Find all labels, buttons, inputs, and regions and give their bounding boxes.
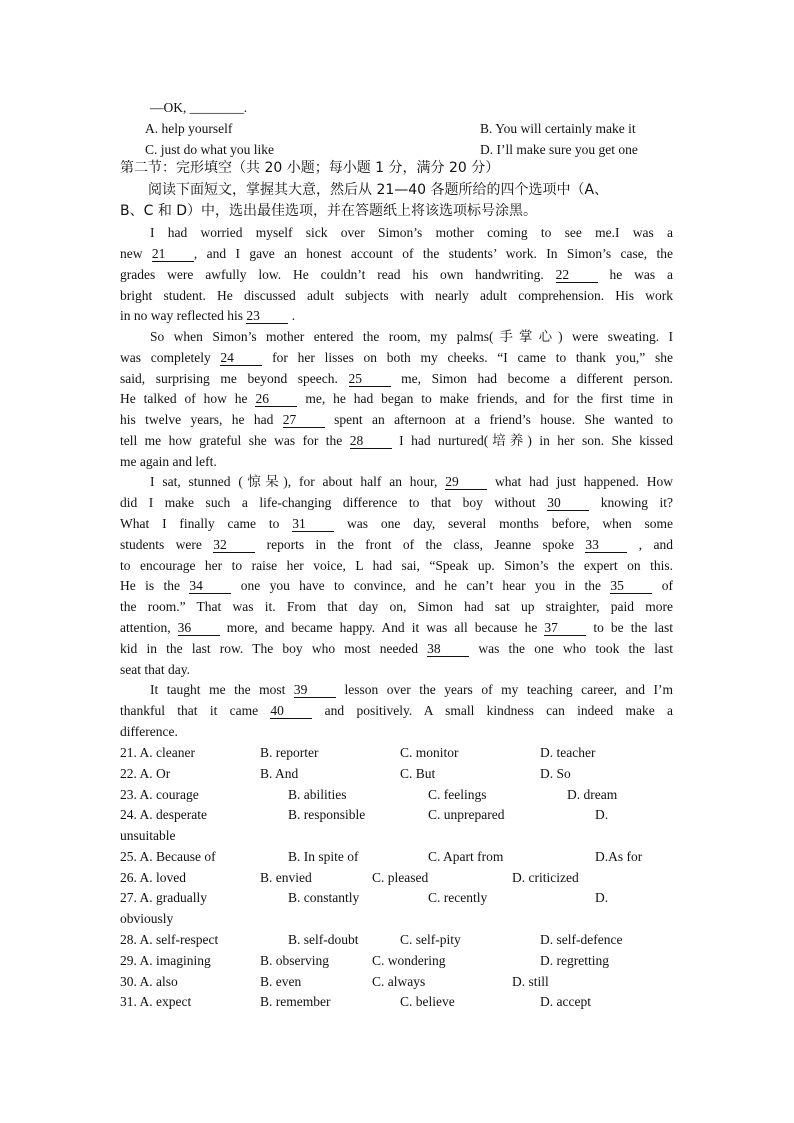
answer-blank-39: 39 <box>294 682 336 698</box>
option-row-31-b: B. remember <box>260 994 331 1009</box>
option-row-22-d: D. So <box>540 766 571 781</box>
option-row-23-c: C. feelings <box>428 787 487 802</box>
answer-blank-33: 33 <box>585 537 627 553</box>
answer-blank-25: 25 <box>349 371 391 387</box>
option-row-28-c: C. self-pity <box>400 932 461 947</box>
passage-line: So when Simon’s mother entered the room, my palms(手掌心) were sweating. I <box>150 329 673 344</box>
passage-line: bright student. He discussed adult subjects with nearly adult comprehension. His work <box>120 288 673 303</box>
section-instruction-1: 阅读下面短文，掌握其大意，然后从 21—40 各题所给的四个选项中（A、 <box>148 182 609 198</box>
option-row-22-c: C. But <box>400 766 436 781</box>
option-row-26-d: D. criticized <box>512 870 579 885</box>
option-row-26-a: 26. A. loved <box>120 870 186 885</box>
option-row-21-a: 21. A. cleaner <box>120 745 195 760</box>
option-row-25-a: 25. A. Because of <box>120 849 216 864</box>
option-row-27-d: D. <box>595 890 609 905</box>
option-row-28-b: B. self-doubt <box>288 932 359 947</box>
passage-line: was completely 24 for her lisses on both my cheeks. “I came to thank you,” she <box>120 350 673 365</box>
option-row-24-b: B. responsible <box>288 807 366 822</box>
answer-blank-28: 28 <box>350 433 392 449</box>
q20-option-a: A. help yourself <box>145 121 233 136</box>
option-row-30-d: D. still <box>512 974 549 989</box>
passage-line: What I finally came to 31 was one day, several months before, when some <box>120 516 674 531</box>
option-row-31-d: D. accept <box>540 994 591 1009</box>
answer-blank-32: 32 <box>213 537 255 553</box>
answer-blank-38: 38 <box>427 641 469 657</box>
answer-blank-24: 24 <box>220 350 262 366</box>
answer-blank-29: 29 <box>445 474 487 490</box>
passage-line: attention, 36 more, and became happy. And it was all because he 37 to be the last <box>120 620 673 635</box>
answer-blank-34: 34 <box>189 578 231 594</box>
option-row-26-c: C. pleased <box>372 870 429 885</box>
option-row-26-b: B. envied <box>260 870 312 885</box>
passage-line: grades were awfully low. He couldn’t read his own handwriting. 22 he was a <box>120 267 673 282</box>
passage-line: It taught me the most 39 lesson over the years of my teaching career, and I’m <box>150 682 674 697</box>
section-title: 第二节：完形填空（共 20 小题；每小题 1 分，满分 20 分） <box>120 160 500 176</box>
option-row-29-a: 29. A. imagining <box>120 953 211 968</box>
option-row-29-c: C. wondering <box>372 953 446 968</box>
answer-blank-35: 35 <box>610 578 652 594</box>
answer-blank-37: 37 <box>544 620 586 636</box>
passage-line: I had worried myself sick over Simon’s mother coming to see me.I was a <box>150 225 673 240</box>
passage-line: I sat, stunned (惊呆), for about half an hour, 29 what had just happened. How <box>150 474 673 489</box>
option-row-29-b: B. observing <box>260 953 329 968</box>
answer-blank-27: 27 <box>283 412 325 428</box>
option-row-27-b: B. constantly <box>288 890 360 905</box>
passage-line: thankful that it came 40 and positively. A small kindness can indeed make a <box>120 703 673 718</box>
passage-line: He talked of how he 26 me, he had began to make friends, and for the first time in <box>120 391 673 406</box>
option-row-21-b: B. reporter <box>260 745 319 760</box>
section-instruction-2: B、C 和 D）中，选出最佳选项，并在答题纸上将该选项标号涂黑。 <box>120 203 538 219</box>
passage-line: said, surprising me beyond speech. 25 me, Simon had become a different person. <box>120 371 673 386</box>
option-row-27-a: 27. A. gradually <box>120 890 207 905</box>
option-row-29-d: D. regretting <box>540 953 609 968</box>
q20-option-c: C. just do what you like <box>145 142 274 157</box>
answer-blank-36: 36 <box>178 620 220 636</box>
passage-line: in no way reflected his 23 . <box>120 308 296 323</box>
passage-line: seat that day. <box>120 662 190 677</box>
answer-blank-21: 21 <box>152 246 194 262</box>
option-row-25-c: C. Apart from <box>428 849 504 864</box>
option-row-23-a: 23. A. courage <box>120 787 199 802</box>
passage-line: did I make such a life-changing difference to that boy without 30 knowing it? <box>120 495 673 510</box>
option-row-24-d-text: unsuitable <box>120 828 176 843</box>
answer-blank-26: 26 <box>255 391 297 407</box>
passage-line: to encourage her to raise her voice, L had sai, “Speak up. Simon’s the expert on this. <box>120 558 673 573</box>
option-row-22-a: 22. A. Or <box>120 766 171 781</box>
option-row-27-c: C. recently <box>428 890 488 905</box>
answer-blank-30: 30 <box>547 495 589 511</box>
option-row-21-c: C. monitor <box>400 745 459 760</box>
option-row-28-d: D. self-defence <box>540 932 623 947</box>
option-row-22-b: B. And <box>260 766 299 781</box>
answer-blank-31: 31 <box>292 516 334 532</box>
q20-option-b: B. You will certainly make it <box>480 121 636 136</box>
passage-line: He is the 34 one you have to convince, and he can’t hear you in the 35 of <box>120 578 673 593</box>
passage-line: the room.” That was it. From that day on, Simon had sat up straighter, paid more <box>120 599 673 614</box>
option-row-23-d: D. dream <box>567 787 618 802</box>
passage-line: difference. <box>120 724 178 739</box>
passage-line: me again and left. <box>120 454 217 469</box>
q20-stem: —OK, ________. <box>150 100 248 115</box>
answer-blank-22: 22 <box>556 267 598 283</box>
option-row-28-a: 28. A. self-respect <box>120 932 219 947</box>
option-row-25-d: D.As for <box>595 849 643 864</box>
answer-blank-40: 40 <box>270 703 312 719</box>
option-row-31-c: C. believe <box>400 994 455 1009</box>
passage-line: new 21 , and I gave an honest account of the students’ work. In Simon’s case, the <box>120 246 673 261</box>
option-row-30-b: B. even <box>260 974 302 989</box>
passage-line: kid in the last row. The boy who most needed 38 was the one who took the last <box>120 641 673 656</box>
option-row-30-c: C. always <box>372 974 426 989</box>
passage-line: his twelve years, he had 27 spent an afternoon at a friend’s house. She wanted to <box>120 412 673 427</box>
q20-option-d: D. I’ll make sure you get one <box>480 142 638 157</box>
option-row-30-a: 30. A. also <box>120 974 178 989</box>
option-row-31-a: 31. A. expect <box>120 994 192 1009</box>
option-row-27-d-text: obviously <box>120 911 174 926</box>
option-row-24-a: 24. A. desperate <box>120 807 207 822</box>
answer-blank-23: 23 <box>246 308 288 324</box>
option-row-24-d: D. <box>595 807 609 822</box>
option-row-25-b: B. In spite of <box>288 849 359 864</box>
passage-line: students were 32 reports in the front of the class, Jeanne spoke 33 , and <box>120 537 673 552</box>
passage-line: tell me how grateful she was for the 28 I had nurtured(培养) in her son. She kissed <box>120 433 673 448</box>
option-row-21-d: D. teacher <box>540 745 596 760</box>
option-row-24-c: C. unprepared <box>428 807 505 822</box>
option-row-23-b: B. abilities <box>288 787 347 802</box>
